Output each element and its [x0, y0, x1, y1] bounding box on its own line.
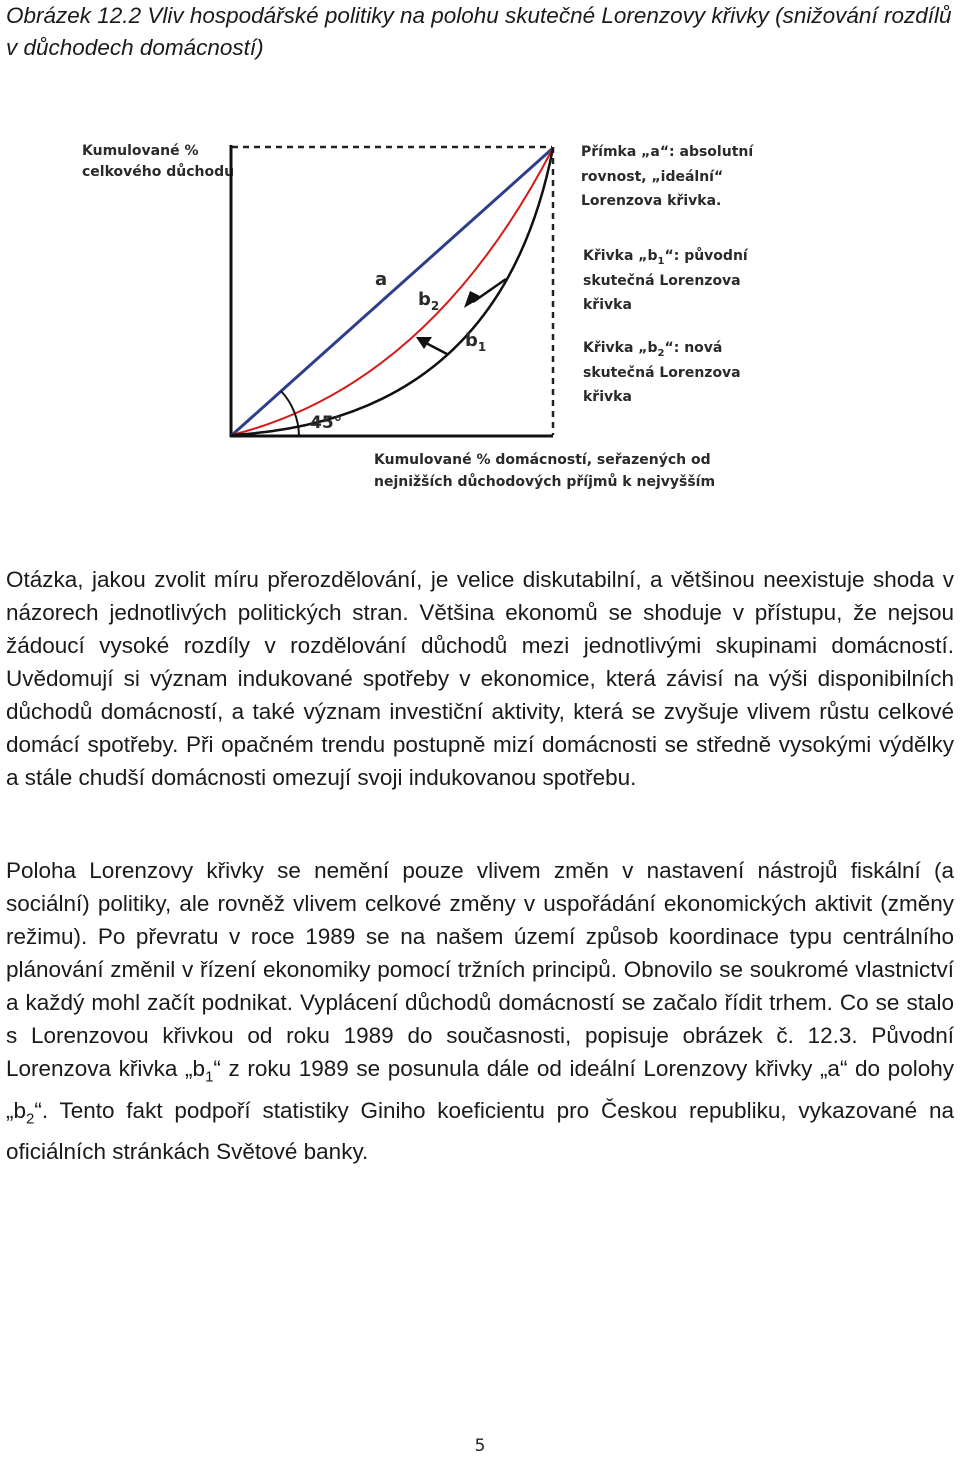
paragraph-2-part-3: “. Tento fakt podpoří statistiky Giniho koeficientu pro Českou republiku, vykazované na oficiálních stránkách Světové banky. [6, 1097, 954, 1164]
paragraph-2-part-2: “ z roku 1989 se posunula dále od ideální Lorenzovy křivky „a“ do polohy „b [6, 1056, 954, 1123]
y-axis-label-line1: Kumulované % [82, 143, 199, 159]
figure-caption: Obrázek 12.2 Vliv hospodářské politiky na polohu skutečné Lorenzovy křivky (snižování rozdílů v důchodech domácností) [6, 3, 952, 60]
x-axis-label-line1: Kumulované % domácností, seřazených od [374, 452, 711, 468]
legend-a: Přímka „a“: absolutní rovnost, „ideální“ Lorenzova křivka. [581, 144, 754, 209]
legend-b2: Křivka $„b_2“$: nová skutečná Lorenzova křivka [583, 340, 741, 405]
page-number: 5 [474, 1436, 486, 1456]
shift-arrow-lower [416, 337, 447, 354]
legend-b1: Křivka $„b_1“$: původní skutečná Lorenzova křivka [583, 248, 748, 313]
lorenz-curve-figure [0, 120, 960, 500]
y-axis-label [82, 143, 234, 180]
x-axis-label-line2: nejnižších důchodových příjmů k nejvyšším [374, 474, 716, 490]
subscript-b2: 2 [26, 1110, 35, 1127]
curve-label-b2: $b_2$ [418, 289, 440, 313]
x-axis-label [374, 452, 716, 490]
line-a [232, 148, 553, 435]
paragraph-1: Otázka, jakou zvolit míru přerozdělování, je velice diskutabilní, a většinou neexistuje shoda v názorech jednotlivých politických stran. Většina ekonomů se shoduje v přístupu, že nejsou žádoucí vysoké rozdíly v rozdělování důchodů mezi jednotlivými skupinami domácností. Uvědomují si význam indukované spotřeby v ekonomice, která závisí na výši disponibilních důchodů domácností, a také význam investiční aktivity, která se zvyšuje vlivem růstu celkové domácí spotřeby. Při opačném trendu postupně mizí domácnosti se středně vysokými výdělky a stále chudší domácnosti omezují svoji indukovanou spotřebu. [6, 567, 954, 790]
paragraph-2 [6, 854, 954, 1168]
curve-label-a: a [375, 269, 388, 290]
y-axis-label-line2: celkového důchodu [82, 164, 235, 180]
paragraph-2-part-1: Poloha Lorenzovy křivky se nemění pouze vlivem změn v nastavení nástrojů fiskální (a sociální) politiky, ale rovněž vlivem celkové změny v uspořádání ekonomických aktivit (změny režimu). Po převratu v roce 1989 se na našem území způsob koordinace typu centrálního plánování změnil v řízení ekonomiky pomocí tržních principů. Obnovilo se soukromé vlastnictví a každý mohl začít podnikat. Vyplácení důchodů domácností se začalo řídit trhem. Co se stalo s Lorenzovou křivkou od roku 1989 do současnosti, popisuje obrázek č. 12.3. Původní Lorenzova křivka „b [6, 858, 954, 1081]
angle-label: 45° [310, 413, 343, 433]
subscript-b1: 1 [205, 1068, 214, 1086]
curve-label-b1: $b_1$ [465, 330, 487, 354]
